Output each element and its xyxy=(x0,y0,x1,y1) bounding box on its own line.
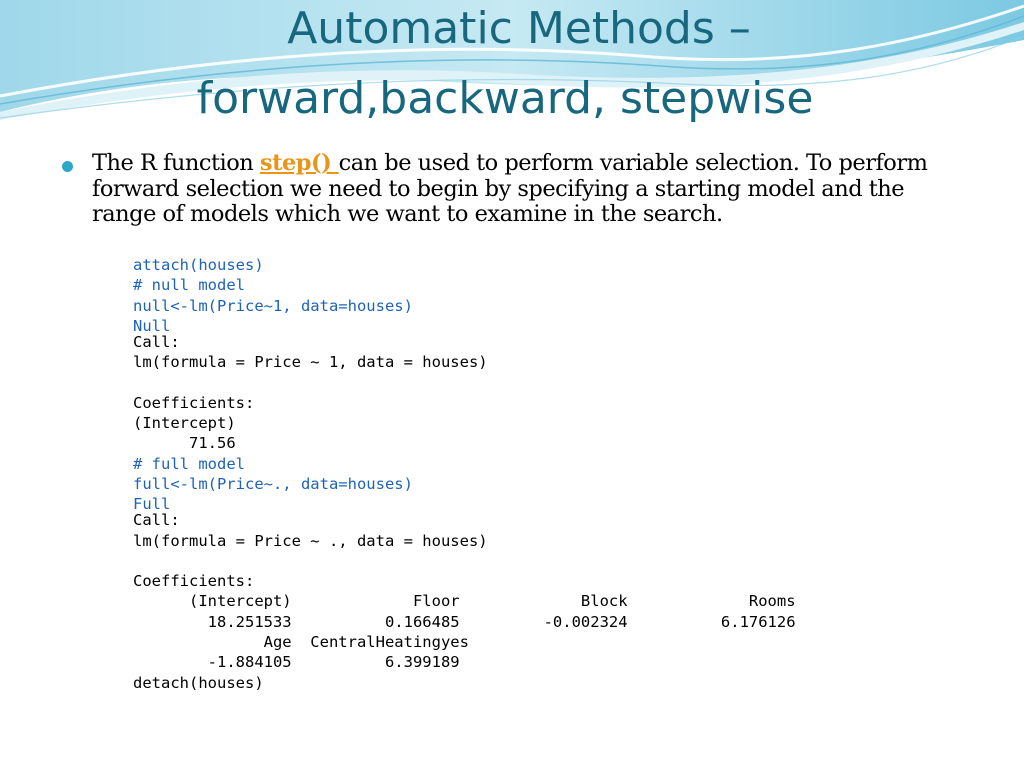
slide-title-line-1: Automatic Methods – xyxy=(287,3,751,54)
code-input-line: attach(houses) xyxy=(133,256,264,274)
slide-title-line-2: forward,backward, stepwise xyxy=(196,73,814,124)
code-output-line: Call: xyxy=(133,332,180,351)
code-input-line: Full xyxy=(133,495,171,514)
code-output-line: Call: xyxy=(133,511,180,530)
slide-title xyxy=(0,0,1024,134)
bullet-text-after: can be used to perform variable selection. To perform forward selection we need to begin by specifying a starting model and the range of models which we want to examine in the search. xyxy=(92,150,928,227)
function-name-link[interactable]: step() xyxy=(259,150,339,176)
code-output-line xyxy=(133,372,796,392)
bullet-text-before: The R function xyxy=(92,150,260,176)
bullet-item xyxy=(62,151,962,228)
code-output-line xyxy=(133,551,796,571)
code-input-line: null<-lm(Price~1, data=houses) xyxy=(133,296,413,315)
code-output-line: lm(formula = Price ~ ., data = houses) xyxy=(133,531,488,550)
code-input-line: # full model xyxy=(133,454,245,473)
code-output-line: 71.56 xyxy=(133,434,236,453)
code-output-line: -1.884105 6.399189 xyxy=(133,653,460,672)
code-output-line: detach(houses) xyxy=(133,673,264,692)
bullet-text xyxy=(92,151,962,228)
code-input-line: # null model xyxy=(133,276,245,295)
code-block xyxy=(133,255,796,693)
code-output-line: (Intercept) Floor Block Rooms xyxy=(133,592,796,611)
code-output-line: Coefficients: xyxy=(133,572,255,591)
bullet-dot-icon xyxy=(62,161,73,172)
code-output-line: Coefficients: xyxy=(133,393,255,412)
code-output-line: Age CentralHeatingyes xyxy=(133,633,469,652)
code-input-line: Null xyxy=(133,316,171,335)
code-output-line: lm(formula = Price ~ 1, data = houses) xyxy=(133,353,488,372)
code-input-line: full<-lm(Price~., data=houses) xyxy=(133,474,413,493)
code-output-line: 18.251533 0.166485 -0.002324 6.176126 xyxy=(133,612,796,631)
code-output-line: (Intercept) xyxy=(133,414,236,433)
